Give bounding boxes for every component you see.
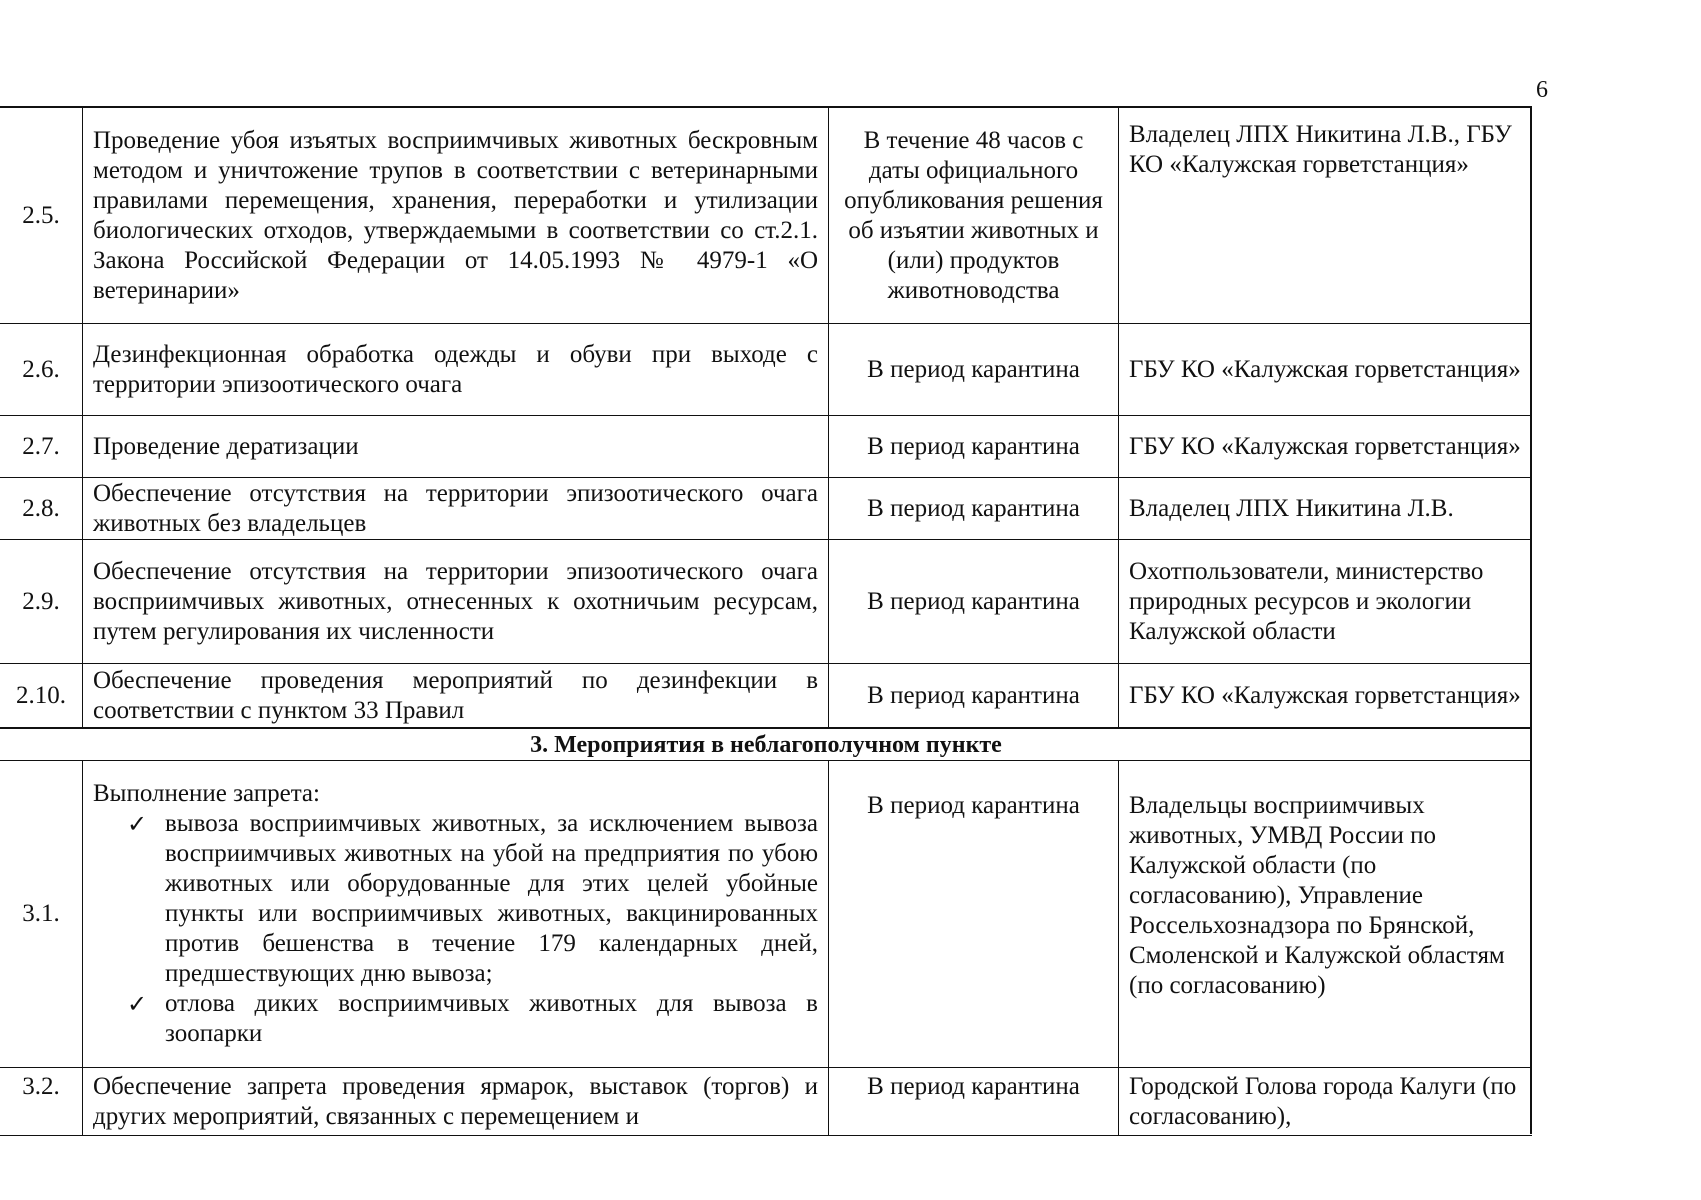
row-number: 3.1. — [0, 761, 82, 1068]
measure-period: В период карантина — [828, 664, 1118, 728]
list-item — [127, 989, 818, 1049]
measure-responsible: ГБУ КО «Калужская горветстанция» — [1118, 324, 1532, 416]
page-number: 6 — [1536, 77, 1548, 103]
measure-responsible: ГБУ КО «Калужская горветстанция» — [1118, 664, 1532, 728]
measures-table — [0, 106, 1532, 1134]
measure-description: Дезинфекционная обработка одежды и обуви при выходе с территории эпизоотического очага — [82, 324, 828, 416]
measure-responsible: Владелец ЛПХ Никитина Л.В., ГБУ КО «Калужская горветстанция» — [1118, 108, 1532, 324]
measure-description: Обеспечение запрета проведения ярмарок, выставок (торгов) и других мероприятий, связанных с перемещением и — [82, 1068, 828, 1136]
measure-responsible: ГБУ КО «Калужская горветстанция» — [1118, 416, 1532, 478]
measure-responsible: Владельцы восприимчивых животных, УМВД России по Калужской области (по согласованию), Управление Россельхознадзора по Брянской, Смоленской и Калужской областям (по согласованию) — [1118, 761, 1532, 1068]
row-number: 2.10. — [0, 664, 82, 728]
row-number: 2.8. — [0, 478, 82, 540]
measure-description: Обеспечение проведения мероприятий по дезинфекции в соответствии с пунктом 33 Правил — [82, 664, 828, 728]
measure-intro: Выполнение запрета: — [93, 780, 320, 807]
measure-period: В период карантина — [828, 324, 1118, 416]
checkmark-icon: ✓ — [127, 990, 148, 1018]
measure-period: В период карантина — [828, 478, 1118, 540]
measure-period: В течение 48 часов с даты официального опубликования решения об изъятии животных и (или) продуктов животноводства — [828, 108, 1118, 324]
row-number: 3.2. — [0, 1068, 82, 1136]
measure-description: Проведение убоя изъятых восприимчивых животных бескровным методом и уничтожение трупов в соответствии с ветеринарными правилами перемещения, хранения, переработки и утилизации биологических отходов, утверждаемыми в соответствии со ст.2.1. Закона Российской Федерации от 14.05.1993 № 4979-1 «О ветеринарии» — [82, 108, 828, 324]
section-title: 3. Мероприятия в неблагополучном пункте — [0, 728, 1532, 761]
checkmark-icon: ✓ — [127, 810, 148, 838]
measure-period: В период карантина — [828, 1068, 1118, 1136]
measure-description: Обеспечение отсутствия на территории эпизоотического очага животных без владельцев — [82, 478, 828, 540]
list-item-text: вывоза восприимчивых животных, за исключением вывоза восприимчивых животных на убой на предприятия по убою животных или оборудованные для этих целей убойные пункты или восприимчивых животных, вакцинированных против бешенства в течение 179 календарных дней, предшествующих дню вывоза; — [165, 810, 818, 987]
list-item-text: отлова диких восприимчивых животных для вывоза в зоопарки — [165, 990, 818, 1047]
measure-responsible: Охотпользователи, министерство природных ресурсов и экологии Калужской области — [1118, 540, 1532, 664]
measure-period: В период карантина — [828, 540, 1118, 664]
measure-period: В период карантина — [828, 416, 1118, 478]
prohibition-list — [93, 809, 818, 1049]
measure-description — [82, 761, 828, 1068]
list-item — [127, 809, 818, 989]
measure-responsible: Городской Голова города Калуги (по согласованию), — [1118, 1068, 1532, 1136]
row-number: 2.7. — [0, 416, 82, 478]
measure-description: Проведение дератизации — [82, 416, 828, 478]
measure-responsible: Владелец ЛПХ Никитина Л.В. — [1118, 478, 1532, 540]
measure-description: Обеспечение отсутствия на территории эпизоотического очага восприимчивых животных, отнесенных к охотничьим ресурсам, путем регулирования их численности — [82, 540, 828, 664]
row-number: 2.9. — [0, 540, 82, 664]
row-number: 2.6. — [0, 324, 82, 416]
row-number: 2.5. — [0, 108, 82, 324]
measure-period: В период карантина — [828, 761, 1118, 1068]
